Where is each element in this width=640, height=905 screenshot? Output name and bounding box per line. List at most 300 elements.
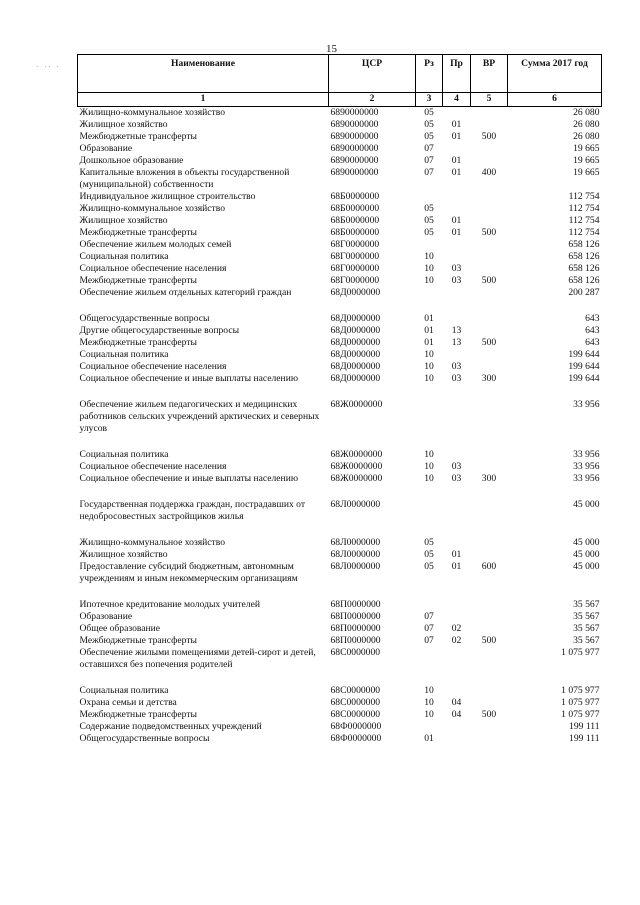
column-number: 5 xyxy=(471,93,508,107)
row-pr: 01 xyxy=(451,561,462,572)
row-rz xyxy=(416,191,443,203)
row-sum: 1 075 977 xyxy=(561,647,600,658)
row-pr xyxy=(443,599,471,611)
row-pr: 03 xyxy=(451,473,462,484)
row-sum: 19 665 xyxy=(573,167,600,178)
row-rz: 07 xyxy=(424,143,434,154)
row-pr: 01 xyxy=(451,167,462,178)
row-pr: 03 xyxy=(451,461,462,472)
row-vr: 300 xyxy=(481,473,497,484)
row-pr xyxy=(443,721,471,733)
spacer-row xyxy=(78,435,602,449)
table-row xyxy=(78,349,602,361)
row-pr: 04 xyxy=(451,697,462,708)
row-name: Межбюджетные трансферты xyxy=(79,131,197,142)
row-pr: 01 xyxy=(451,155,462,166)
table-row xyxy=(78,709,602,721)
row-rz: 10 xyxy=(424,449,434,460)
row-name: Государственная поддержка граждан, пострадавших от недобросовестных застройщиков жилья xyxy=(79,499,306,522)
table-row xyxy=(78,461,602,473)
row-csr: 68Ж0000000 xyxy=(330,461,383,472)
row-name: Жилищное хозяйство xyxy=(79,549,168,560)
row-pr xyxy=(443,611,471,623)
spacer-row xyxy=(78,299,602,313)
row-name: Обеспечение жильем молодых семей xyxy=(79,239,232,250)
row-sum: 658 126 xyxy=(568,263,600,274)
row-name: Другие общегосударственные вопросы xyxy=(79,325,240,336)
table-row xyxy=(78,239,602,251)
row-vr xyxy=(471,537,508,549)
row-sum: 199 111 xyxy=(569,733,600,744)
row-vr: 500 xyxy=(481,635,497,646)
row-name: Индивидуальное жилищное строительство xyxy=(79,191,256,202)
row-csr: 6890000000 xyxy=(330,143,379,154)
row-vr xyxy=(471,215,508,227)
row-csr: 68Б0000000 xyxy=(330,227,380,238)
table-row xyxy=(78,537,602,549)
row-pr: 01 xyxy=(451,215,462,226)
row-name: Социальное обеспечение населения xyxy=(79,361,227,372)
row-name: Социальная политика xyxy=(79,349,169,360)
column-number: 2 xyxy=(329,93,416,107)
spacer-row xyxy=(78,585,602,599)
row-sum: 35 567 xyxy=(573,611,600,622)
budget-table xyxy=(77,54,602,745)
table-row xyxy=(78,399,602,435)
table-row xyxy=(78,215,602,227)
row-csr: 68П0000000 xyxy=(330,635,381,646)
row-name: Межбюджетные трансферты xyxy=(79,227,197,238)
row-sum: 35 567 xyxy=(573,599,600,610)
header-name: Наименование xyxy=(78,55,329,93)
row-csr: 68Ж0000000 xyxy=(330,399,383,410)
row-vr xyxy=(471,287,508,299)
table-row xyxy=(78,473,602,485)
row-rz: 05 xyxy=(424,215,434,226)
row-vr xyxy=(471,119,508,131)
spacer-row xyxy=(78,671,602,685)
table-row xyxy=(78,499,602,523)
row-pr: 04 xyxy=(451,709,462,720)
table-header xyxy=(78,55,602,107)
row-vr: 500 xyxy=(481,131,497,142)
header-sum: Сумма 2017 год xyxy=(508,55,602,93)
row-rz xyxy=(416,647,443,671)
row-name: Обеспечение жилыми помещениями детей-сирот и детей, оставшихся без попечения родителей xyxy=(79,647,316,670)
table-row xyxy=(78,287,602,299)
row-sum: 45 000 xyxy=(573,549,600,560)
row-vr xyxy=(471,449,508,461)
row-rz: 05 xyxy=(424,549,434,560)
row-pr xyxy=(443,449,471,461)
row-pr xyxy=(443,143,471,155)
row-rz: 05 xyxy=(424,561,434,572)
row-sum: 199 111 xyxy=(569,721,600,732)
row-vr xyxy=(471,697,508,709)
header-rz: Рз xyxy=(416,55,443,93)
spacer-cell xyxy=(78,523,602,537)
row-sum: 26 080 xyxy=(573,131,600,142)
row-csr: 68П0000000 xyxy=(330,611,381,622)
row-pr: 03 xyxy=(451,373,462,384)
row-vr: 500 xyxy=(481,227,497,238)
row-rz: 07 xyxy=(424,623,434,634)
header-row xyxy=(78,55,602,93)
row-csr: 68Г0000000 xyxy=(330,239,380,250)
table-row xyxy=(78,191,602,203)
row-name: Жилищно-коммунальное хозяйство xyxy=(79,107,226,118)
row-rz: 01 xyxy=(424,313,434,324)
table-row xyxy=(78,203,602,215)
row-vr: 500 xyxy=(481,337,497,348)
row-vr xyxy=(471,251,508,263)
row-pr: 13 xyxy=(451,325,462,336)
row-rz: 01 xyxy=(424,325,434,336)
row-csr: 6890000000 xyxy=(330,155,379,166)
row-vr xyxy=(471,313,508,325)
table-row xyxy=(78,549,602,561)
row-name: Межбюджетные трансферты xyxy=(79,337,197,348)
row-vr xyxy=(471,263,508,275)
row-sum: 658 126 xyxy=(568,251,600,262)
row-vr xyxy=(471,361,508,373)
row-pr xyxy=(443,239,471,251)
table-row xyxy=(78,697,602,709)
row-vr: 400 xyxy=(481,167,497,178)
spacer-row xyxy=(78,523,602,537)
row-csr: 68Г0000000 xyxy=(330,275,380,286)
row-name: Социальное обеспечение и иные выплаты населению xyxy=(79,473,298,484)
row-csr: 6890000000 xyxy=(330,107,379,118)
row-csr: 68Г0000000 xyxy=(330,263,380,274)
row-sum: 643 xyxy=(585,313,600,324)
row-name: Жилищно-коммунальное хозяйство xyxy=(79,537,226,548)
row-rz xyxy=(416,499,443,523)
row-sum: 26 080 xyxy=(573,107,600,118)
row-sum: 199 644 xyxy=(568,373,600,384)
row-rz xyxy=(416,239,443,251)
row-pr: 03 xyxy=(451,361,462,372)
row-pr xyxy=(443,399,471,435)
spacer-row xyxy=(78,385,602,399)
row-csr: 68С0000000 xyxy=(330,697,381,708)
table-row xyxy=(78,155,602,167)
row-pr xyxy=(443,313,471,325)
row-rz: 01 xyxy=(424,733,434,744)
row-sum: 33 956 xyxy=(573,473,600,484)
row-name: Социальное обеспечение населения xyxy=(79,461,227,472)
row-name: Социальная политика xyxy=(79,449,169,460)
row-csr: 68Д0000000 xyxy=(330,325,381,336)
column-number-row xyxy=(78,93,602,107)
row-csr: 6890000000 xyxy=(330,167,379,178)
row-name: Социальное обеспечение населения xyxy=(79,263,227,274)
row-rz: 05 xyxy=(424,227,434,238)
row-sum: 643 xyxy=(585,337,600,348)
row-rz: 10 xyxy=(424,461,434,472)
row-csr: 68П0000000 xyxy=(330,599,381,610)
row-name: Жилищное хозяйство xyxy=(79,215,168,226)
column-number: 6 xyxy=(508,93,602,107)
row-sum: 33 956 xyxy=(573,449,600,460)
row-rz: 01 xyxy=(424,337,434,348)
row-rz: 05 xyxy=(424,119,434,130)
row-name: Охрана семьи и детства xyxy=(79,697,177,708)
row-name: Ипотечное кредитование молодых учителей xyxy=(79,599,260,610)
row-csr: 68Г0000000 xyxy=(330,251,380,262)
table-row xyxy=(78,251,602,263)
row-sum: 112 754 xyxy=(568,227,600,238)
row-name: Жилищное хозяйство xyxy=(79,119,168,130)
row-csr: 68С0000000 xyxy=(330,685,381,696)
row-sum: 658 126 xyxy=(568,239,600,250)
row-name: Дошкольное образование xyxy=(79,155,184,166)
row-name: Межбюджетные трансферты xyxy=(79,635,197,646)
row-csr: 68Б0000000 xyxy=(330,191,380,202)
row-vr xyxy=(471,461,508,473)
row-rz: 10 xyxy=(424,473,434,484)
table-row xyxy=(78,275,602,287)
row-rz: 05 xyxy=(424,107,434,118)
row-vr xyxy=(471,349,508,361)
row-sum: 1 075 977 xyxy=(561,709,600,720)
row-sum: 200 287 xyxy=(568,287,600,298)
row-pr xyxy=(443,287,471,299)
row-rz: 05 xyxy=(424,537,434,548)
row-pr xyxy=(443,499,471,523)
row-rz xyxy=(416,599,443,611)
row-sum: 45 000 xyxy=(573,499,600,510)
row-sum: 112 754 xyxy=(568,191,600,202)
table-row xyxy=(78,131,602,143)
row-vr xyxy=(471,721,508,733)
row-sum: 45 000 xyxy=(573,537,600,548)
scan-artifact-mark: · ·· · xyxy=(36,63,61,71)
row-name: Образование xyxy=(79,143,133,154)
table-row xyxy=(78,119,602,131)
row-sum: 112 754 xyxy=(568,215,600,226)
row-pr xyxy=(443,647,471,671)
row-vr: 500 xyxy=(481,709,497,720)
table-row xyxy=(78,337,602,349)
row-pr: 02 xyxy=(451,623,462,634)
row-rz: 10 xyxy=(424,697,434,708)
row-pr xyxy=(443,107,471,120)
row-vr xyxy=(471,191,508,203)
row-sum: 45 000 xyxy=(573,561,600,572)
table-row xyxy=(78,685,602,697)
row-pr: 02 xyxy=(451,635,462,646)
column-number: 1 xyxy=(78,93,329,107)
column-number: 3 xyxy=(416,93,443,107)
table-row xyxy=(78,721,602,733)
row-vr: 300 xyxy=(481,373,497,384)
row-pr xyxy=(443,537,471,549)
row-csr: 68Д0000000 xyxy=(330,361,381,372)
row-rz: 07 xyxy=(424,611,434,622)
header-pr: Пр xyxy=(443,55,471,93)
row-csr: 68Ф0000000 xyxy=(330,733,382,744)
row-csr: 68Б0000000 xyxy=(330,203,380,214)
row-sum: 19 665 xyxy=(573,143,600,154)
table-row xyxy=(78,313,602,325)
table-row xyxy=(78,107,602,120)
spacer-cell xyxy=(78,299,602,313)
row-csr: 68Л0000000 xyxy=(330,549,381,560)
row-sum: 658 126 xyxy=(568,275,600,286)
table-row xyxy=(78,733,602,745)
row-csr: 68Д0000000 xyxy=(330,337,381,348)
row-vr xyxy=(471,611,508,623)
row-sum: 1 075 977 xyxy=(561,685,600,696)
row-sum: 19 665 xyxy=(573,155,600,166)
row-sum: 643 xyxy=(585,325,600,336)
row-name: Общегосударственные вопросы xyxy=(79,733,210,744)
row-name: Социальное обеспечение и иные выплаты населению xyxy=(79,373,298,384)
row-pr xyxy=(443,349,471,361)
row-name: Социальная политика xyxy=(79,251,169,262)
row-sum: 35 567 xyxy=(573,635,600,646)
spacer-row xyxy=(78,485,602,499)
table-row xyxy=(78,647,602,671)
row-rz xyxy=(416,721,443,733)
row-csr: 68Ф0000000 xyxy=(330,721,382,732)
row-rz: 05 xyxy=(424,131,434,142)
row-vr xyxy=(471,203,508,215)
table-row xyxy=(78,143,602,155)
row-sum: 35 567 xyxy=(573,623,600,634)
row-pr: 13 xyxy=(451,337,462,348)
row-rz: 07 xyxy=(424,155,434,166)
row-vr xyxy=(471,325,508,337)
row-vr xyxy=(471,239,508,251)
row-name: Общегосударственные вопросы xyxy=(79,313,210,324)
row-sum: 112 754 xyxy=(568,203,600,214)
row-vr xyxy=(471,549,508,561)
row-vr: 600 xyxy=(481,561,497,572)
table-row xyxy=(78,449,602,461)
row-vr xyxy=(471,647,508,671)
row-name: Образование xyxy=(79,611,133,622)
row-csr: 68Д0000000 xyxy=(330,287,381,298)
row-pr: 01 xyxy=(451,227,462,238)
row-rz xyxy=(416,287,443,299)
row-rz: 07 xyxy=(424,167,434,178)
row-name: Межбюджетные трансферты xyxy=(79,275,197,286)
row-vr xyxy=(471,499,508,523)
row-vr xyxy=(471,623,508,635)
row-sum: 199 644 xyxy=(568,349,600,360)
row-pr: 01 xyxy=(451,119,462,130)
row-name: Межбюджетные трансферты xyxy=(79,709,197,720)
row-sum: 1 075 977 xyxy=(561,697,600,708)
header-csr: ЦСР xyxy=(329,55,416,93)
row-pr: 03 xyxy=(451,275,462,286)
row-csr: 68Д0000000 xyxy=(330,313,381,324)
row-csr: 68Л0000000 xyxy=(330,561,381,572)
row-sum: 26 080 xyxy=(573,119,600,130)
row-vr xyxy=(471,143,508,155)
row-name: Обеспечение жильем педагогических и медицинских работников сельских учреждений арктических и северных улусов xyxy=(79,399,320,434)
table-body xyxy=(78,107,602,746)
row-rz: 10 xyxy=(424,275,434,286)
spacer-cell xyxy=(78,385,602,399)
row-csr: 68Б0000000 xyxy=(330,215,380,226)
row-vr xyxy=(471,399,508,435)
table-row xyxy=(78,227,602,239)
row-csr: 6890000000 xyxy=(330,119,379,130)
table-row xyxy=(78,599,602,611)
row-rz: 10 xyxy=(424,349,434,360)
row-csr: 68Д0000000 xyxy=(330,373,381,384)
row-csr: 68С0000000 xyxy=(330,709,381,720)
row-name: Обеспечение жильем отдельных категорий граждан xyxy=(79,287,292,298)
table-row xyxy=(78,361,602,373)
row-rz: 10 xyxy=(424,263,434,274)
row-csr: 68С0000000 xyxy=(330,647,381,658)
row-rz: 10 xyxy=(424,251,434,262)
row-csr: 68Ж0000000 xyxy=(330,473,383,484)
table-row xyxy=(78,325,602,337)
table-row xyxy=(78,623,602,635)
row-vr xyxy=(471,733,508,745)
spacer-cell xyxy=(78,671,602,685)
row-csr: 68Л0000000 xyxy=(330,537,381,548)
row-pr xyxy=(443,203,471,215)
row-pr: 03 xyxy=(451,263,462,274)
row-pr xyxy=(443,733,471,745)
row-vr xyxy=(471,155,508,167)
row-vr xyxy=(471,599,508,611)
row-rz: 05 xyxy=(424,203,434,214)
table-row xyxy=(78,167,602,191)
row-name: Жилищно-коммунальное хозяйство xyxy=(79,203,226,214)
row-sum: 33 956 xyxy=(573,399,600,410)
row-name: Содержание подведомственных учреждений xyxy=(79,721,262,732)
table-row xyxy=(78,263,602,275)
row-rz: 10 xyxy=(424,709,434,720)
row-vr xyxy=(471,685,508,697)
row-pr xyxy=(443,685,471,697)
row-name: Предоставление субсидий бюджетным, автономным учреждениям и иным некоммерческим организациям xyxy=(79,561,298,584)
row-rz xyxy=(416,399,443,435)
row-pr xyxy=(443,191,471,203)
row-csr: 68Д0000000 xyxy=(330,349,381,360)
table-row xyxy=(78,561,602,585)
row-name: Общее образование xyxy=(79,623,161,634)
spacer-cell xyxy=(78,585,602,599)
row-csr: 68Ж0000000 xyxy=(330,449,383,460)
row-pr: 01 xyxy=(451,131,462,142)
table-row xyxy=(78,373,602,385)
row-csr: 6890000000 xyxy=(330,131,379,142)
row-rz: 07 xyxy=(424,635,434,646)
row-pr: 01 xyxy=(451,549,462,560)
row-vr xyxy=(471,107,508,120)
row-rz: 10 xyxy=(424,685,434,696)
row-rz: 10 xyxy=(424,373,434,384)
row-name: Социальная политика xyxy=(79,685,169,696)
header-vr: ВР xyxy=(471,55,508,93)
table-row xyxy=(78,635,602,647)
row-rz: 10 xyxy=(424,361,434,372)
table-row xyxy=(78,611,602,623)
row-pr xyxy=(443,251,471,263)
row-csr: 68П0000000 xyxy=(330,623,381,634)
row-csr: 68Л0000000 xyxy=(330,499,381,510)
row-sum: 199 644 xyxy=(568,361,600,372)
row-name: Капитальные вложения в объекты государственной (муниципальной) собственности xyxy=(79,167,290,190)
